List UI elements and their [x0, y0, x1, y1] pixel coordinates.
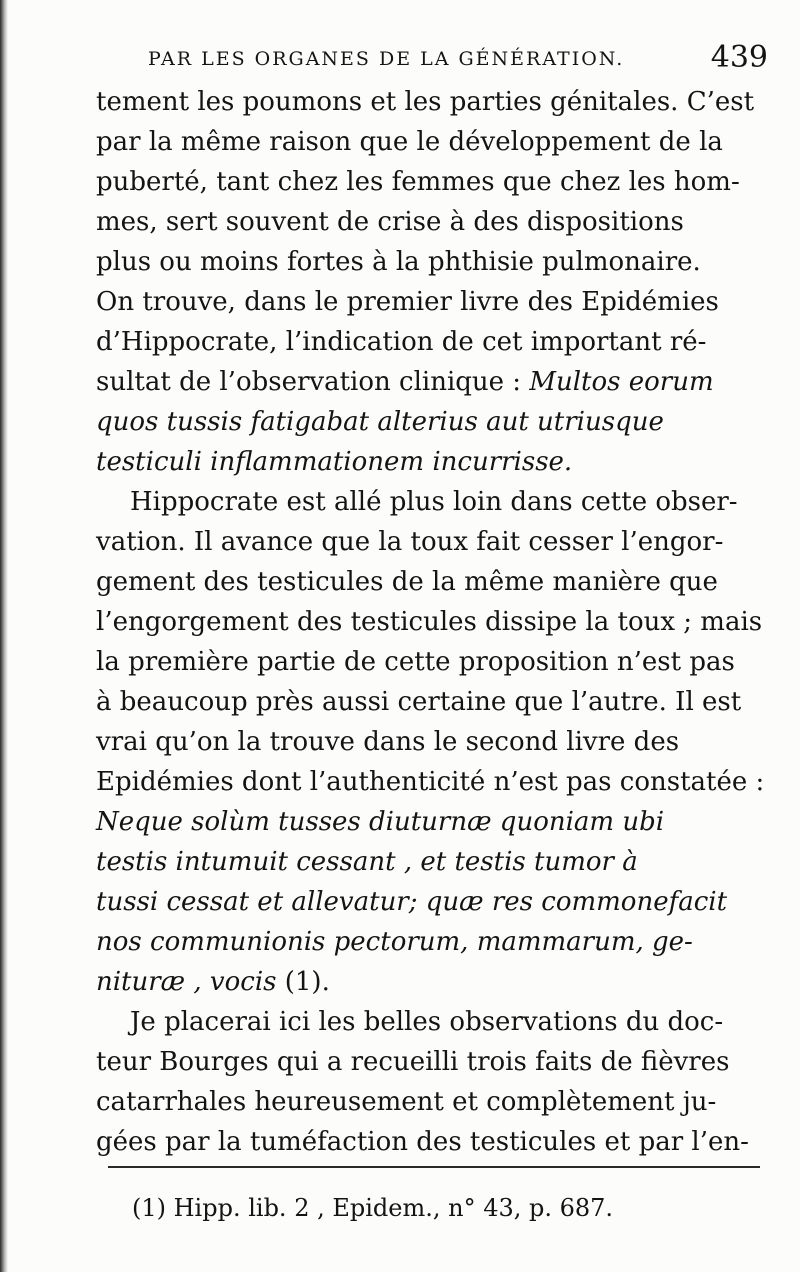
- page-edge-shadow: [0, 0, 8, 1272]
- text-line: par la même raison que le développement de la: [96, 127, 723, 157]
- text-line: Epidémies dont l’authenticité n’est pas constatée :: [96, 767, 765, 797]
- text-line: teur Bourges qui a recueilli trois faits de fièvres: [96, 1047, 730, 1077]
- latin-quote-segment: Multos eorum: [529, 367, 714, 397]
- text-line: plus ou moins fortes à la phthisie pulmonaire.: [96, 247, 701, 277]
- text-line: puberté, tant chez les femmes que chez les hom-: [96, 167, 740, 197]
- page-header: [148, 40, 768, 84]
- footnote: (1) Hipp. lib. 2 , Epidem., n° 43, p. 687.: [132, 1194, 614, 1222]
- text-line: mes, sert souvent de crise à des dispositions: [96, 207, 684, 237]
- text-line: tement les poumons et les parties génitales. C’est: [96, 87, 755, 117]
- latin-quote-line: testiculi inflammationem incurrisse.: [96, 447, 573, 477]
- page-number: 439: [710, 40, 768, 75]
- text-line: à beaucoup près aussi certaine que l’autre. Il est: [96, 687, 742, 717]
- text-line: d’Hippocrate, l’indication de cet important ré-: [96, 327, 707, 357]
- text-line: gement des testicules de la même manière que: [96, 567, 718, 597]
- text-line: catarrhales heureusement et complètement ju-: [96, 1087, 717, 1117]
- latin-quote-line: Neque solùm tusses diuturnæ quoniam ubi: [96, 807, 665, 837]
- text-line: gées par la tuméfaction des testicules et par l’en-: [96, 1127, 749, 1157]
- latin-quote-segment: nituræ , vocis: [96, 967, 277, 997]
- latin-quote-line: testis intumuit cessant , et testis tumor à: [96, 847, 638, 877]
- footnote-reference: (1).: [284, 967, 330, 997]
- paragraph-start: Je placerai ici les belles observations du doc-: [130, 1007, 724, 1037]
- text-line: la première partie de cette proposition n’est pas: [96, 647, 735, 677]
- text-segment: sultat de l’observation clinique :: [96, 367, 522, 397]
- text-line: vation. Il avance que la toux fait cesser l’engor-: [96, 527, 724, 557]
- latin-quote-line: nos communionis pectorum, mammarum, ge-: [96, 927, 693, 957]
- footnote-divider: [108, 1166, 760, 1168]
- text-line-mixed: [96, 962, 752, 1002]
- running-title: PAR LES ORGANES DE LA GÉNÉRATION.: [148, 48, 625, 70]
- text-line: l’engorgement des testicules dissipe la toux ; mais: [96, 607, 763, 637]
- latin-quote-line: tussi cessat et allevatur; quæ res commonefacit: [96, 887, 728, 917]
- latin-quote-line: quos tussis fatigabat alterius aut utriusque: [96, 407, 664, 437]
- paragraph-start: Hippocrate est allé plus loin dans cette obser-: [130, 487, 738, 517]
- text-line: vrai qu’on la trouve dans le second livre des: [96, 727, 680, 757]
- text-line: On trouve, dans le premier livre des Epidémies: [96, 287, 719, 317]
- text-line-mixed: [96, 362, 752, 402]
